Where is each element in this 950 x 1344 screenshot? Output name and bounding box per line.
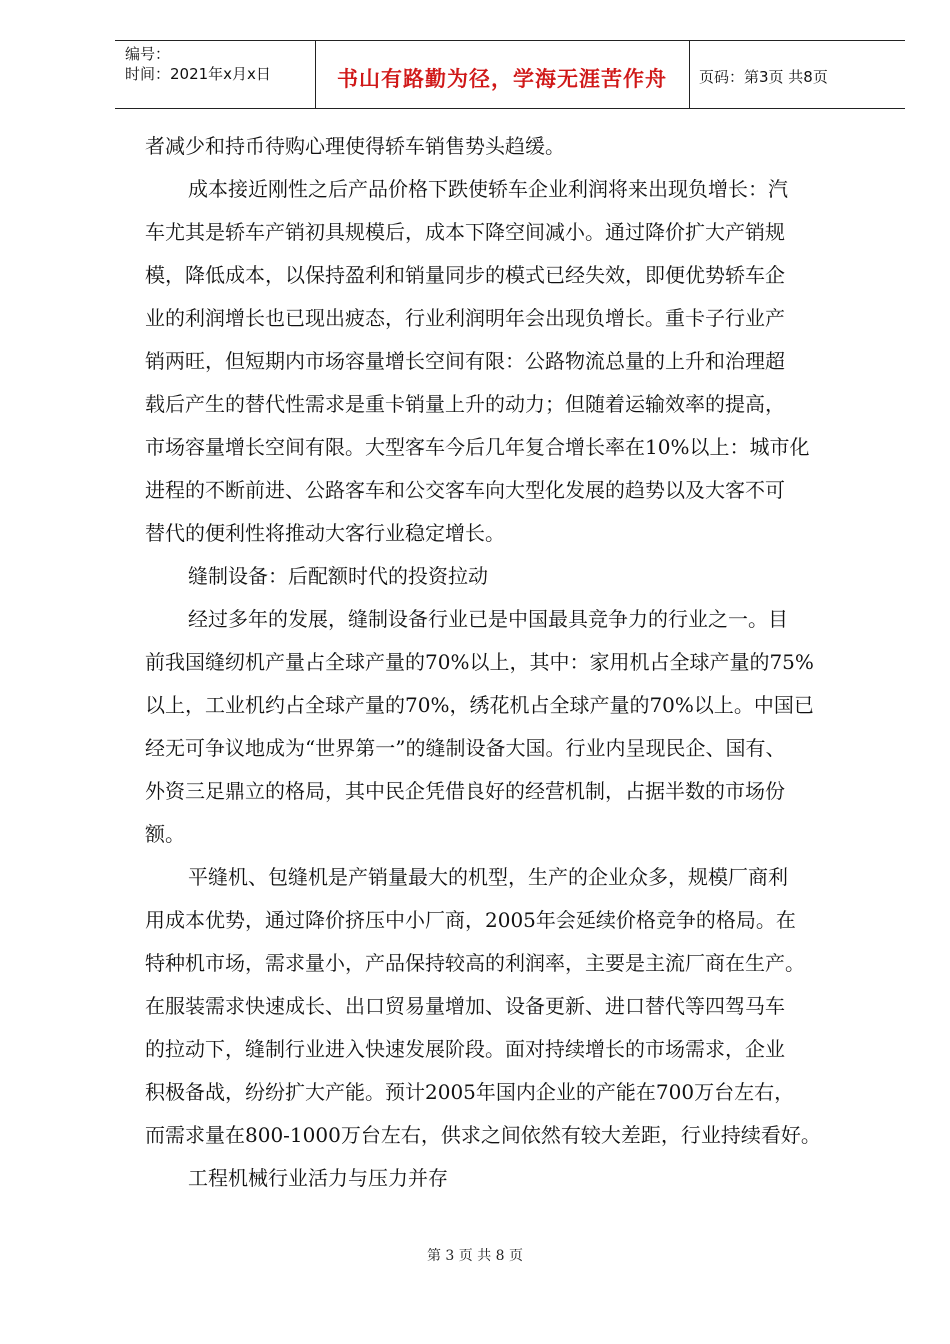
body-line: 经无可争议地成为“世界第一”的缝制设备大国。行业内呈现民企、国有、 (145, 736, 786, 760)
body-line: 前我国缝纫机产量占全球产量的70%以上，其中：家用机占全球产量的75% (145, 650, 814, 674)
body-line: 业的利润增长也已现出疲态，行业利润明年会出现负增长。重卡子行业产 (145, 306, 785, 330)
section-heading: 工程机械行业活力与压力并存 (188, 1166, 448, 1190)
body-line: 积极备战，纷纷扩大产能。预计2005年国内企业的产能在700万台左右， (145, 1080, 795, 1104)
page-header (115, 40, 905, 109)
body-line: 外资三足鼎立的格局，其中民企凭借良好的经营机制，占据半数的市场份 (145, 779, 785, 803)
body-line: 成本接近刚性之后产品价格下跌使轿车企业利润将来出现负增长：汽 (188, 177, 788, 201)
header-info-cell (115, 41, 316, 108)
section-heading: 缝制设备：后配额时代的投资拉动 (188, 564, 488, 588)
body-line: 模，降低成本，以保持盈利和销量同步的模式已经失效，即便优势轿车企 (145, 263, 785, 287)
body-line: 替代的便利性将推动大客行业稳定增长。 (145, 521, 505, 545)
body-line: 市场容量增长空间有限。大型客车今后几年复合增长率在10%以上：城市化 (145, 435, 810, 459)
body-line: 而需求量在800-1000万台左右，供求之间依然有较大差距，行业持续看好。 (145, 1123, 821, 1147)
body-line: 额。 (145, 822, 185, 846)
document-time-label: 时间：2021年x月x日 (125, 65, 271, 83)
body-line: 进程的不断前进、公路客车和公交客车向大型化发展的趋势以及大客不可 (145, 478, 785, 502)
body-line: 经过多年的发展，缝制设备行业已是中国最具竞争力的行业之一。目 (188, 607, 788, 631)
body-line: 载后产生的替代性需求是重卡销量上升的动力；但随着运输效率的提高， (145, 392, 785, 416)
body-line: 在服装需求快速成长、出口贸易量增加、设备更新、进口替代等四驾马车 (145, 994, 785, 1018)
document-body (145, 125, 875, 1200)
header-motto: 书山有路勤为径，学海无涯苦作舟 (337, 66, 667, 91)
body-line: 者减少和持币待购心理使得轿车销售势头趋缓。 (145, 134, 565, 158)
body-line: 以上，工业机约占全球产量的70%，绣花机占全球产量的70%以上。中国已 (145, 693, 814, 717)
body-line: 销两旺，但短期内市场容量增长空间有限：公路物流总量的上升和治理超 (145, 349, 785, 373)
body-line: 车尤其是轿车产销初具规模后，成本下降空间减小。通过降价扩大产销规 (145, 220, 785, 244)
header-page-cell (689, 41, 905, 108)
page-footer: 第 3 页 共 8 页 (426, 1248, 524, 1264)
document-number-label: 编号： (125, 45, 171, 63)
header-motto-cell (315, 41, 690, 108)
body-line: 特种机市场，需求量小，产品保持较高的利润率，主要是主流厂商在生产。 (145, 951, 805, 975)
body-line: 的拉动下，缝制行业进入快速发展阶段。面对持续增长的市场需求，企业 (145, 1037, 785, 1061)
header-page-info: 页码：第3页 共8页 (699, 68, 828, 86)
body-line: 平缝机、包缝机是产销量最大的机型，生产的企业众多，规模厂商利 (188, 865, 788, 889)
body-line: 用成本优势，通过降价挤压中小厂商，2005年会延续价格竞争的格局。在 (145, 908, 796, 932)
